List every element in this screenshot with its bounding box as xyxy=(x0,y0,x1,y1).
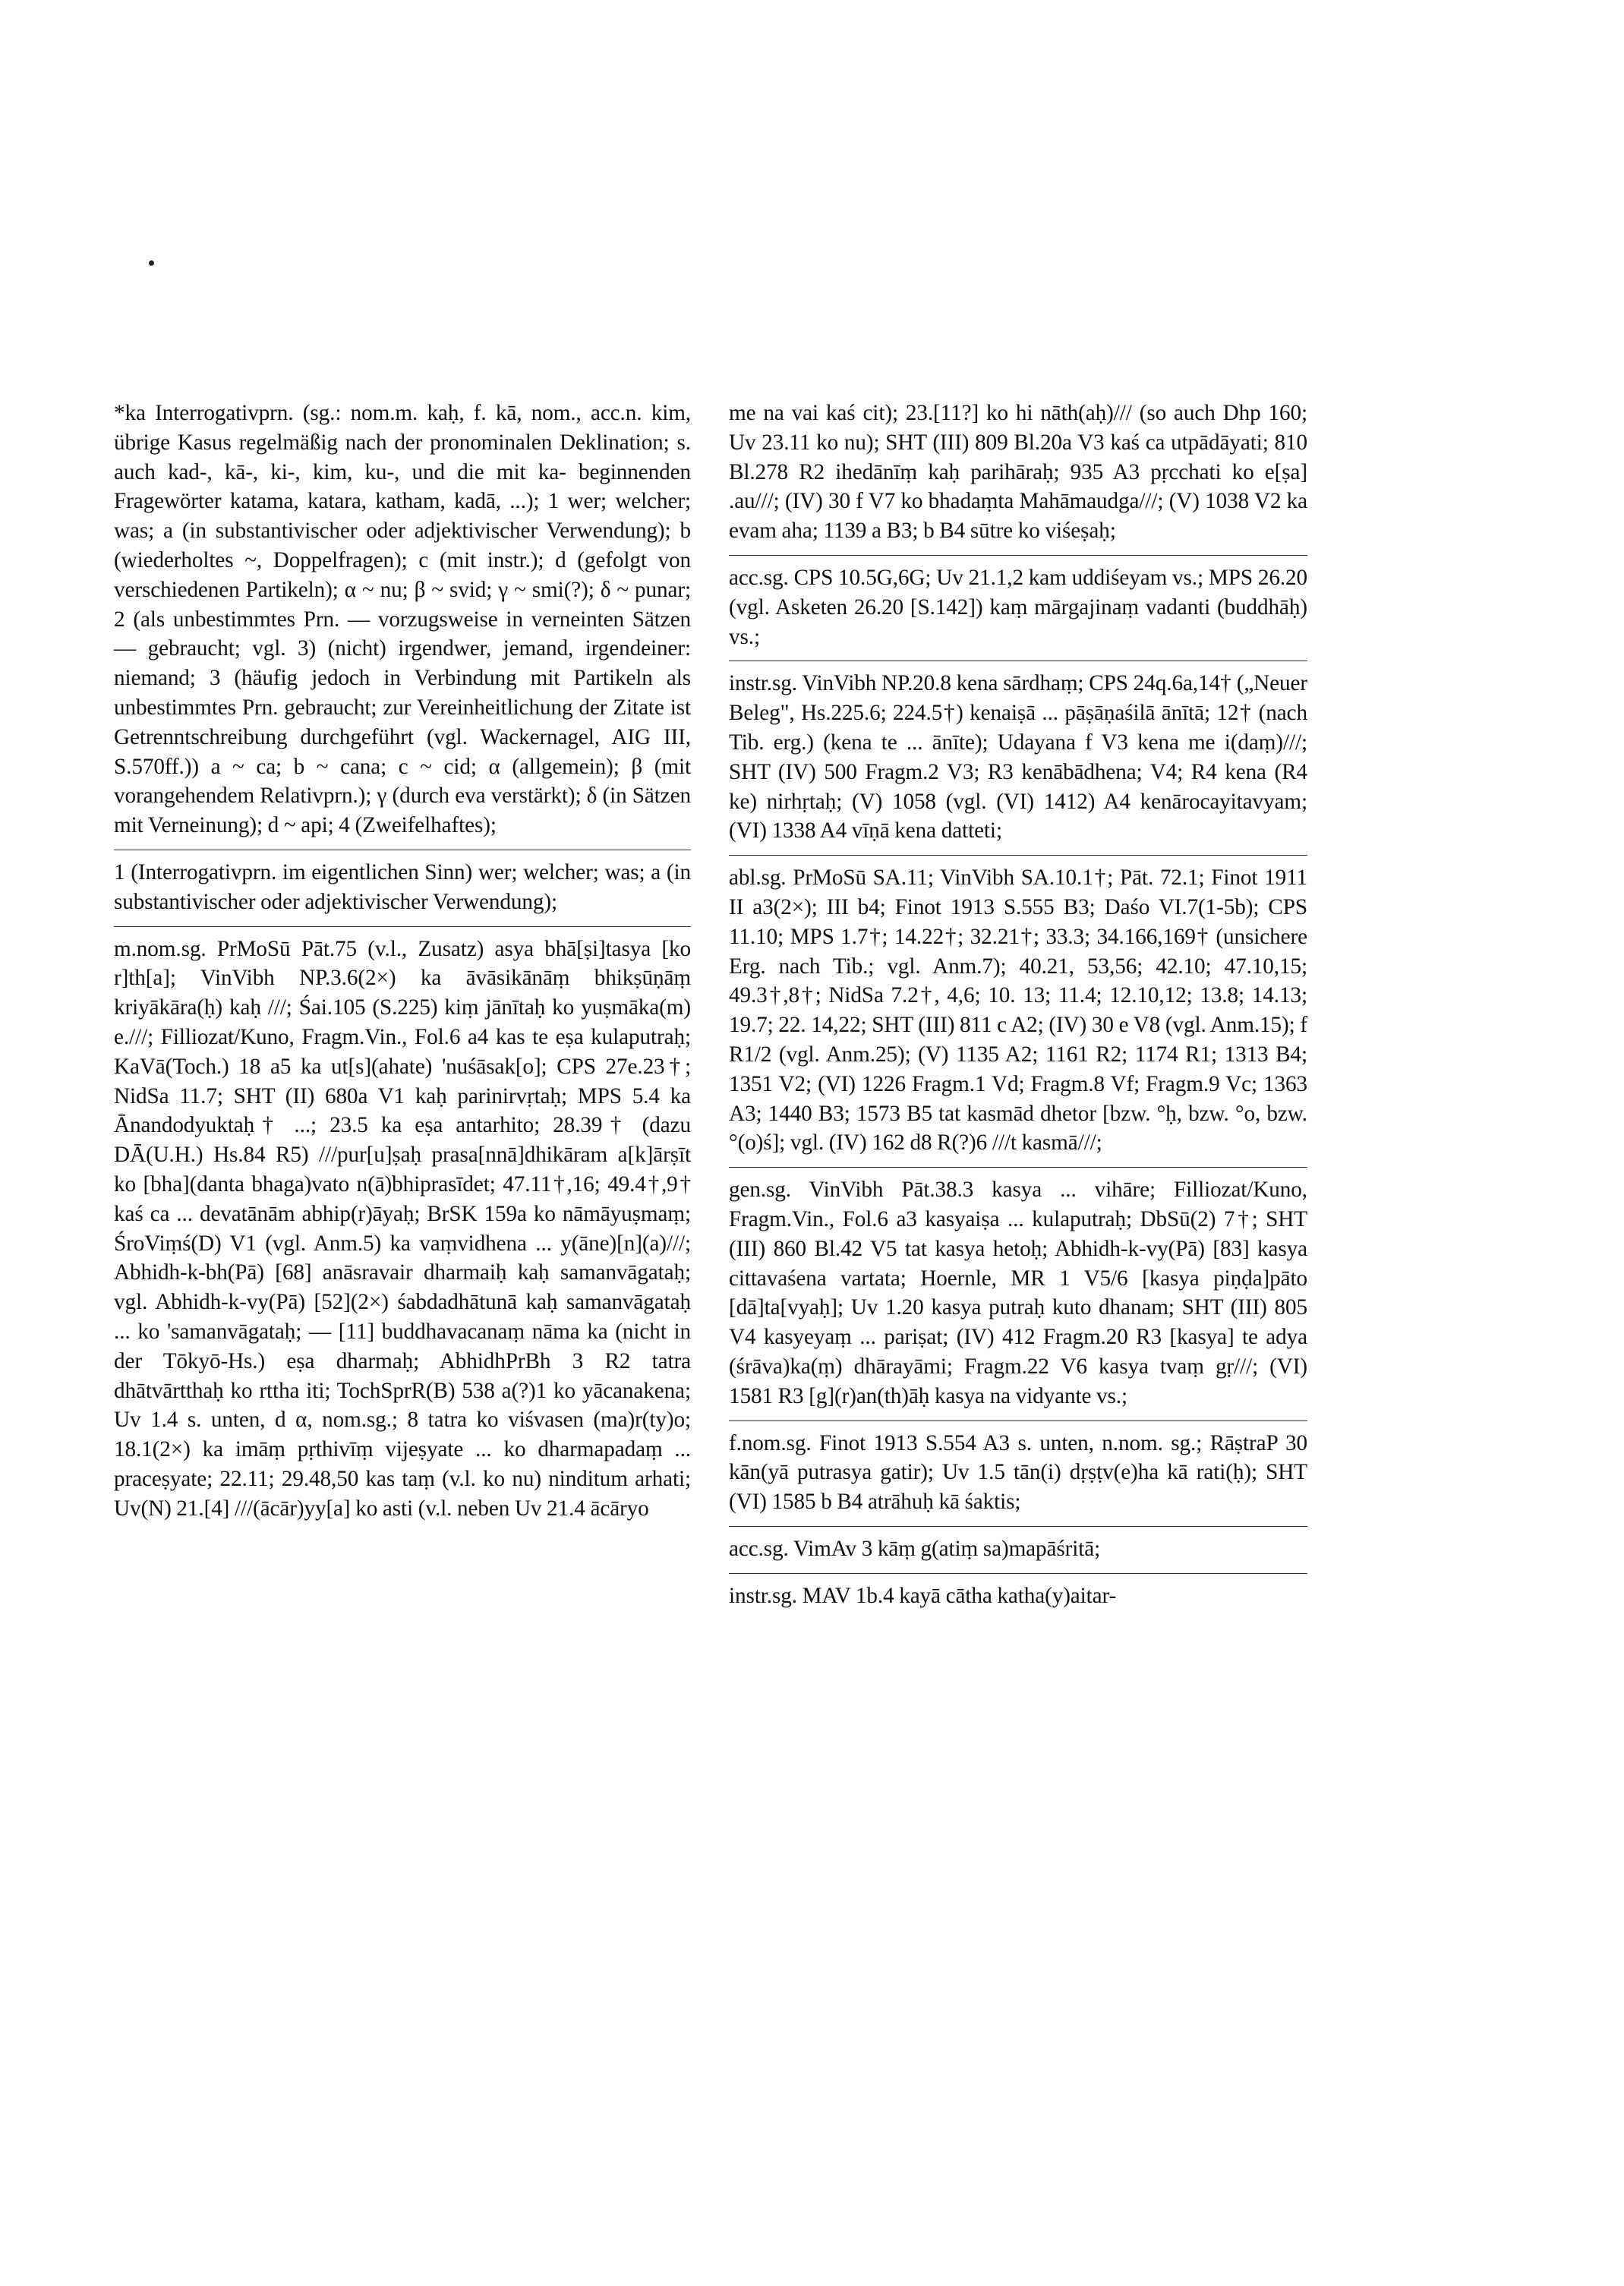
citation-block: me na vai kaś cit); 23.[11?] ko hi nāth(aḥ)/// (so auch Dhp 160; Uv 23.11 ko nu); SHT (III) 809 Bl.20a V3 kaś ca utpādāyati; 810 Bl.278 R2 ihedānīṃ kaḥ parihāraḥ; 935 A3 pṛcchati ko e[ṣa] .au///; (IV) 30 f V7 ko bhadaṃta Mahāmaudga///; (V) 1038 V2 ka evam aha; 1139 a B3; b B4 sūtre ko viśeṣaḥ; xyxy=(729,401,1307,544)
left-column xyxy=(114,399,691,1523)
page-speck xyxy=(149,260,154,266)
citation-block: m.nom.sg. PrMoSū Pāt.75 (v.l., Zusatz) asya bhā[ṣi]tasya [ko r]th[a]; VinVibh NP.3.6(2×) ka āvāsikānāṃ bhikṣūṇāṃ kriyākāra(ḥ) kaḥ ///; Śai.105 (S.225) kiṃ jānītaḥ ko yuṣmāka(m) e.///; Filliozat/Kuno, Fragm.Vin., Fol.6 a4 kas te eṣa kulaputraḥ; KaVā(Toch.) 18 a5 ka ut[s](ahate) 'nuśāsak[o]; CPS 27e.23†; NidSa 11.7; SHT (II) 680a V1 kaḥ parinirvṛtaḥ; MPS 5.4 ka Ānandodyuktaḥ† ...; 23.5 ka eṣa antarhito; 28.39† (dazu DĀ(U.H.) Hs.84 R5) ///pur[u]ṣaḥ prasa[nnā]dhikāram a[k]ārṣīt ko [bha](danta bhaga)vato n(ā)bhiprasīdet; 47.11†,16; 49.4†,9† kaś ca ... devatānām abhip(r)āyaḥ; BrSK 159a ko nāmāyuṣmaṃ; ŚroViṃś(D) V1 (vgl. Anm.5) ka vaṃvidhena ... y(āne)[n](a)///; Abhidh-k-bh(Pā) [68] anāsravair dharmaiḥ kaḥ samanvāgataḥ; vgl. Abhidh-k-vy(Pā) [52](2×) śabdadhātunā kaḥ samanvāgataḥ ... ko 'samanvāgataḥ; — [11] buddhavacanaṃ nāma ka (nicht in der Tōkyō-Hs.) eṣa dharmaḥ; AbhidhPrBh 3 R2 tatra dhātvārtthaḥ ko rttha iti; TochSprR(B) 538 a(?)1 ko yācanakena; Uv 1.4 s. unten, d α, nom.sg.; 8 tatra ko viśvasen (ma)r(ty)o; 18.1(2×) ka imāṃ pṛthivīṃ vijeṣyate ... ko dharmapadaṃ ... praceṣyate; 22.11; 29.48,50 kas taṃ (v.l. ko nu) ninditum arhati; Uv(N) 21.[4] ///(ācār)yy[a] ko asti (v.l. neben Uv 21.4 ācāryo xyxy=(114,926,691,1524)
citation-block: acc.sg. CPS 10.5G,6G; Uv 21.1,2 kam uddiśeyam vs.; MPS 26.20 (vgl. Asketen 26.20 [S.142]) kaṃ mārgajinaṃ vadanti (buddhāḥ) vs.; xyxy=(729,555,1307,651)
sense-heading: 1 (Interrogativprn. im eigentlichen Sinn) wer; welcher; was; a (in substantivischer oder adjektivischer Verwendung); xyxy=(114,850,691,917)
citation-block: gen.sg. VinVibh Pāt.38.3 kasya ... vihāre; Filliozat/Kuno, Fragm.Vin., Fol.6 a3 kasyaiṣa ... kulaputraḥ; DbSū(2) 7†; SHT (III) 860 Bl.42 V5 tat kasya hetoḥ; Abhidh-k-vy(Pā) [83] kasya cittavaśena vartata; Hoernle, MR 1 V5/6 [kasya piṇḍa]pāto [dā]ta[vyaḥ]; Uv 1.20 kasya putraḥ kuto dhanam; SHT (III) 805 V4 kasyeyaṃ ... pariṣat; (IV) 412 Fragm.20 R3 [kasya] te adya (śrāva)ka(ṃ) dhārayāmi; Fragm.22 V6 kasya tvaṃ gṛ///; (VI) 1581 R3 [g](r)an(th)āḥ kasya na vidyante vs.; xyxy=(729,1167,1307,1411)
citation-block: f.nom.sg. Finot 1913 S.554 A3 s. unten, n.nom. sg.; RāṣtraP 30 kān(yā putrasya gatir); Uv 1.5 tān(i) dṛṣṭv(e)ha kā rati(ḥ); SHT (VI) 1585 b B4 atrāhuḥ kā śaktis; xyxy=(729,1420,1307,1517)
citation-block: abl.sg. PrMoSū SA.11; VinVibh SA.10.1†; Pāt. 72.1; Finot 1911 II a3(2×); III b4; Finot 1913 S.555 B3; Daśo VI.7(1-5b); CPS 11.10; MPS 1.7†; 14.22†; 32.21†; 33.3; 34.166,169† (unsichere Erg. nach Tib.; vgl. Anm.7); 40.21, 53,56; 42.10; 47.10,15; 49.3†,8†; NidSa 7.2†, 4,6; 10. 13; 11.4; 12.10,12; 13.8; 14.13; 19.7; 22. 14,22; SHT (III) 811 c A2; (IV) 30 e V8 (vgl. Anm.15); f R1/2 (vgl. Anm.25); (V) 1135 A2; 1161 R2; 1174 R1; 1313 B4; 1351 V2; (VI) 1226 Fragm.1 Vd; Fragm.8 Vf; Fragm.9 Vc; 1363 A3; 1440 B3; 1573 B5 tat kasmād dhetor [bzw. °ḥ, bzw. °o, bzw. °(o)ś]; vgl. (IV) 162 d8 R(?)6 ///t kasmā///; xyxy=(729,855,1307,1158)
citation-block: instr.sg. VinVibh NP.20.8 kena sārdhaṃ; CPS 24q.6a,14† („Neuer Beleg", Hs.225.6; 224.5†) kenaiṣā ... pāṣāṇaśilā ānītā; 12† (nach Tib. erg.) (kena te ... ānīte); Udayana f V3 kena me i(daṃ)///; SHT (IV) 500 Fragm.2 V3; R3 kenābādhena; V4; R4 kena (R4 ke) nirhṛtaḥ; (V) 1058 (vgl. (VI) 1412) A4 kenārocayitavyam; (VI) 1338 A4 vīṇā kena datteti; xyxy=(729,661,1307,846)
right-column xyxy=(729,399,1307,1610)
citation-block: instr.sg. MAV 1b.4 kayā cātha katha(y)aitar- xyxy=(729,1573,1307,1611)
citation-block: acc.sg. VimAv 3 kāṃ g(atiṃ sa)mapāśritā; xyxy=(729,1526,1307,1564)
entry-head: *ka Interrogativprn. (sg.: nom.m. kaḥ, f. kā, nom., acc.n. kim, übrige Kasus regelmäßig nach der pronominalen Deklination; s. auch kad-, kā-, ki-, kim, ku-, und die mit ka- beginnenden Fragewörter katama, katara, katham, kadā, ...); 1 wer; welcher; was; a (in substantivischer oder adjektivischer Verwendung); b (wiederholtes ~, Doppelfragen); c (mit instr.); d (gefolgt von verschiedenen Partikeln); α ~ nu; β ~ svid; γ ~ smi(?); δ ~ punar; 2 (als unbestimmtes Prn. — vorzugsweise in verneinten Sätzen — gebraucht; vgl. 3) (nicht) irgendwer, jemand, irgendeiner: niemand; 3 (häufig jedoch in Verbindung mit Partikeln als unbestimmtes Prn. gebraucht; zur Vereinheitlichung der Zitate ist Getrenntschreibung durchgeführt (vgl. Wackernagel, AIG III, S.570ff.)) a ~ ca; b ~ cana; c ~ cid; α (allgemein); β (mit vorangehendem Relativprn.); γ (durch eva verstärkt); δ (in Sätzen mit Verneinung); d ~ api; 4 (Zweifelhaftes); xyxy=(114,401,691,838)
